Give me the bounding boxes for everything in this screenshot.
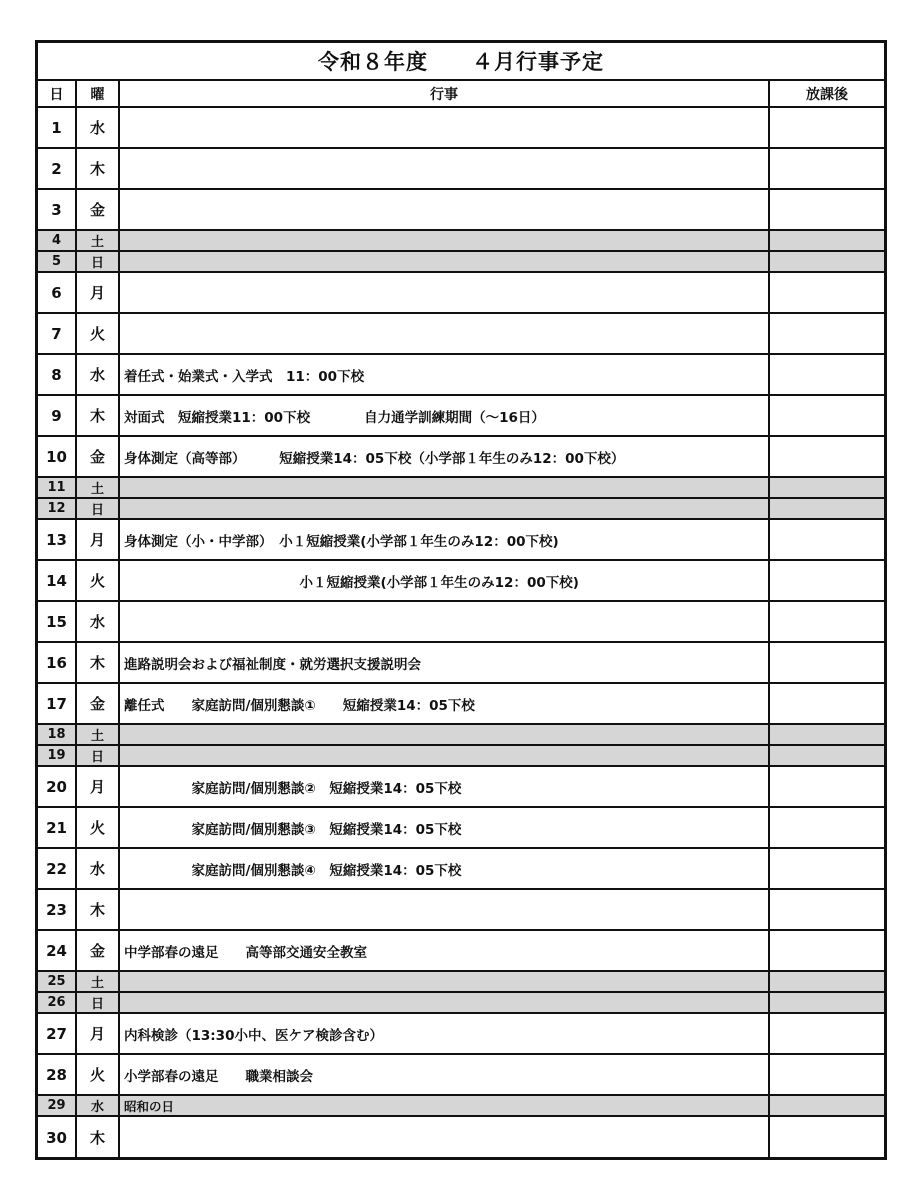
event-cell [120, 890, 770, 929]
weekday-cell: 土 [77, 725, 120, 744]
event-cell [120, 252, 770, 271]
weekday-cell: 日 [77, 252, 120, 271]
table-row [38, 396, 884, 437]
day-cell: 27 [38, 1014, 77, 1053]
after-school-cell [770, 252, 884, 271]
table-row [38, 355, 884, 396]
table-row [38, 808, 884, 849]
day-cell: 26 [38, 993, 77, 1012]
table-row [38, 1117, 884, 1158]
table-row [38, 314, 884, 355]
weekday-cell: 水 [77, 1096, 120, 1115]
after-school-cell [770, 478, 884, 497]
day-cell: 4 [38, 231, 77, 250]
day-cell: 5 [38, 252, 77, 271]
after-school-cell [770, 437, 884, 476]
event-cell [120, 1117, 770, 1158]
table-row [38, 499, 884, 520]
after-school-cell [770, 499, 884, 518]
event-cell [120, 993, 770, 1012]
after-school-cell [770, 972, 884, 991]
weekday-cell: 火 [77, 808, 120, 847]
day-cell: 20 [38, 767, 77, 806]
table-row [38, 890, 884, 931]
day-cell: 30 [38, 1117, 77, 1158]
after-school-cell [770, 1055, 884, 1094]
header-day: 日 [38, 81, 77, 106]
after-school-cell [770, 1117, 884, 1158]
table-row [38, 561, 884, 602]
day-cell: 22 [38, 849, 77, 888]
weekday-cell: 木 [77, 890, 120, 929]
weekday-cell: 木 [77, 1117, 120, 1158]
weekday-cell: 火 [77, 561, 120, 600]
event-cell: 身体測定（高等部） 短縮授業14：05下校（小学部１年生のみ12：00下校） [120, 437, 770, 476]
weekday-cell: 日 [77, 993, 120, 1012]
table-row [38, 602, 884, 643]
after-school-cell [770, 314, 884, 353]
title-year: 令和８年度 [318, 50, 428, 74]
weekday-cell: 火 [77, 314, 120, 353]
weekday-cell: 水 [77, 108, 120, 147]
table-row [38, 767, 884, 808]
event-cell [120, 499, 770, 518]
header-events: 行事 [120, 81, 770, 106]
event-cell: 身体測定（小・中学部） 小１短縮授業(小学部１年生のみ12：00下校) [120, 520, 770, 559]
event-cell [120, 231, 770, 250]
table-row [38, 643, 884, 684]
table-row [38, 972, 884, 993]
after-school-cell [770, 1014, 884, 1053]
table-row [38, 746, 884, 767]
day-cell: 29 [38, 1096, 77, 1115]
event-cell: 対面式 短縮授業11：00下校 自力通学訓練期間（～16日） [120, 396, 770, 435]
event-cell: 小１短縮授業(小学部１年生のみ12：00下校) [120, 561, 770, 600]
header-weekday: 曜 [77, 81, 120, 106]
event-cell: 小学部春の遠足 職業相談会 [120, 1055, 770, 1094]
weekday-cell: 火 [77, 1055, 120, 1094]
after-school-cell [770, 890, 884, 929]
event-cell [120, 314, 770, 353]
schedule-body [38, 108, 884, 1158]
day-cell: 7 [38, 314, 77, 353]
weekday-cell: 金 [77, 684, 120, 723]
day-cell: 12 [38, 499, 77, 518]
weekday-cell: 月 [77, 273, 120, 312]
weekday-cell: 木 [77, 643, 120, 682]
day-cell: 16 [38, 643, 77, 682]
table-row [38, 437, 884, 478]
weekday-cell: 金 [77, 437, 120, 476]
page-title [38, 43, 884, 81]
event-cell [120, 746, 770, 765]
after-school-cell [770, 108, 884, 147]
after-school-cell [770, 684, 884, 723]
day-cell: 15 [38, 602, 77, 641]
day-cell: 24 [38, 931, 77, 970]
table-row [38, 725, 884, 746]
table-row [38, 931, 884, 972]
day-cell: 11 [38, 478, 77, 497]
weekday-cell: 月 [77, 1014, 120, 1053]
after-school-cell [770, 231, 884, 250]
table-row [38, 149, 884, 190]
after-school-cell [770, 1096, 884, 1115]
after-school-cell [770, 993, 884, 1012]
weekday-cell: 土 [77, 478, 120, 497]
after-school-cell [770, 149, 884, 188]
event-cell: 家庭訪問/個別懇談② 短縮授業14：05下校 [120, 767, 770, 806]
weekday-cell: 水 [77, 602, 120, 641]
after-school-cell [770, 746, 884, 765]
table-row [38, 190, 884, 231]
after-school-cell [770, 602, 884, 641]
weekday-cell: 月 [77, 767, 120, 806]
weekday-cell: 月 [77, 520, 120, 559]
after-school-cell [770, 561, 884, 600]
weekday-cell: 木 [77, 149, 120, 188]
event-cell: 進路説明会および福祉制度・就労選択支援説明会 [120, 643, 770, 682]
event-cell [120, 972, 770, 991]
title-month: ４月行事予定 [472, 50, 604, 74]
event-cell: 離任式 家庭訪問/個別懇談① 短縮授業14：05下校 [120, 684, 770, 723]
weekday-cell: 木 [77, 396, 120, 435]
day-cell: 14 [38, 561, 77, 600]
weekday-cell: 水 [77, 355, 120, 394]
table-row [38, 684, 884, 725]
event-cell [120, 273, 770, 312]
table-row [38, 231, 884, 252]
day-cell: 19 [38, 746, 77, 765]
weekday-cell: 土 [77, 231, 120, 250]
table-row [38, 108, 884, 149]
event-cell [120, 478, 770, 497]
after-school-cell [770, 849, 884, 888]
event-cell: 家庭訪問/個別懇談③ 短縮授業14：05下校 [120, 808, 770, 847]
after-school-cell [770, 725, 884, 744]
event-cell [120, 108, 770, 147]
event-cell [120, 725, 770, 744]
weekday-cell: 土 [77, 972, 120, 991]
table-row [38, 478, 884, 499]
day-cell: 6 [38, 273, 77, 312]
weekday-cell: 金 [77, 931, 120, 970]
schedule-sheet [35, 40, 887, 1160]
day-cell: 1 [38, 108, 77, 147]
day-cell: 28 [38, 1055, 77, 1094]
after-school-cell [770, 808, 884, 847]
event-cell [120, 602, 770, 641]
table-row [38, 993, 884, 1014]
day-cell: 23 [38, 890, 77, 929]
event-cell: 中学部春の遠足 高等部交通安全教室 [120, 931, 770, 970]
table-row [38, 252, 884, 273]
weekday-cell: 日 [77, 746, 120, 765]
day-cell: 18 [38, 725, 77, 744]
event-cell: 昭和の日 [120, 1096, 770, 1115]
header-after-school: 放課後 [806, 86, 848, 103]
day-cell: 9 [38, 396, 77, 435]
after-school-cell [770, 931, 884, 970]
event-cell: 家庭訪問/個別懇談④ 短縮授業14：05下校 [120, 849, 770, 888]
event-cell: 着任式・始業式・入学式 11：00下校 [120, 355, 770, 394]
table-row [38, 1096, 884, 1117]
after-school-cell [770, 520, 884, 559]
after-school-cell [770, 767, 884, 806]
day-cell: 8 [38, 355, 77, 394]
day-cell: 13 [38, 520, 77, 559]
event-cell [120, 149, 770, 188]
day-cell: 17 [38, 684, 77, 723]
weekday-cell: 日 [77, 499, 120, 518]
day-cell: 21 [38, 808, 77, 847]
day-cell: 2 [38, 149, 77, 188]
after-school-cell [770, 643, 884, 682]
table-row [38, 1055, 884, 1096]
day-cell: 10 [38, 437, 77, 476]
day-cell: 3 [38, 190, 77, 229]
weekday-cell: 金 [77, 190, 120, 229]
after-school-cell [770, 190, 884, 229]
event-cell: 内科検診（13:30小中、医ケア検診含む） [120, 1014, 770, 1053]
after-school-cell [770, 355, 884, 394]
table-header [38, 81, 884, 108]
table-row [38, 1014, 884, 1055]
table-row [38, 849, 884, 890]
day-cell: 25 [38, 972, 77, 991]
event-cell [120, 190, 770, 229]
table-row [38, 520, 884, 561]
after-school-cell [770, 396, 884, 435]
table-row [38, 273, 884, 314]
weekday-cell: 水 [77, 849, 120, 888]
after-school-cell [770, 273, 884, 312]
